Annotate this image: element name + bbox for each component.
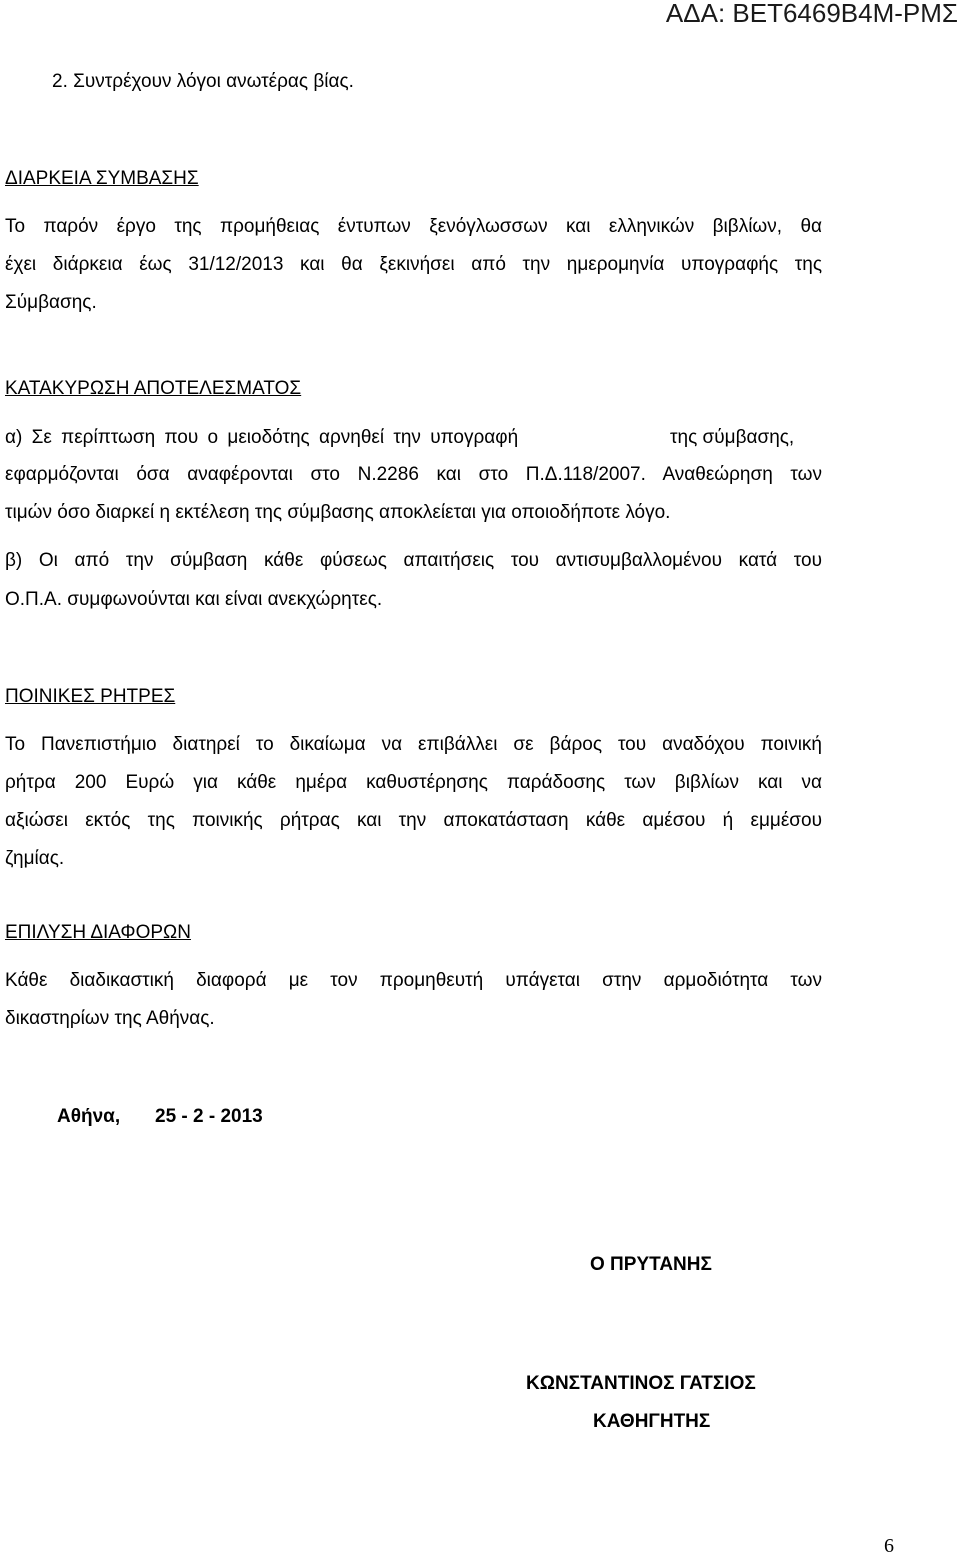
signatory-title: ΚΑΘΗΓΗΤΗΣ <box>593 1411 711 1432</box>
signature-date: 25 - 2 - 2013 <box>155 1106 263 1127</box>
award-line-a-left: α) Σε περίπτωση που ο μειοδότης αρνηθεί την υπογραφή <box>5 427 519 448</box>
award-line-2: εφαρμόζονται όσα αναφέρονται στο Ν.2286 και στο Π.Δ.118/2007. Αναθεώρηση των <box>5 464 822 485</box>
duration-line-2: έχει διάρκεια έως 31/12/2013 και θα ξεκινήσει από την ημερομηνία υπογραφής της <box>5 254 822 275</box>
penalties-heading: ΠΟΙΝΙΚΕΣ ΡΗΤΡΕΣ <box>5 686 176 707</box>
signature-place: Αθήνα, <box>57 1106 121 1127</box>
award-line-b-2: Ο.Π.Α. συμφωνούνται και είναι ανεκχώρητες. <box>5 589 383 610</box>
duration-line-1: Το παρόν έργο της προμήθειας έντυπων ξενόγλωσσων και ελληνικών βιβλίων, θα <box>5 216 822 237</box>
disputes-line-1: Κάθε διαδικαστική διαφορά με τον προμηθευτή υπάγεται στην αρμοδιότητα των <box>5 970 822 991</box>
penalties-line-2: ρήτρα 200 Ευρώ για κάθε ημέρα καθυστέρησης παράδοσης των βιβλίων και να <box>5 772 822 793</box>
duration-line-3: Σύμβασης. <box>5 292 97 313</box>
penalties-line-3: αξιώσει εκτός της ποινικής ρήτρας και την αποκατάσταση κάθε αμέσου ή εμμέσου <box>5 810 822 831</box>
duration-heading: ΔΙΑΡΚΕΙΑ ΣΥΜΒΑΣΗΣ <box>5 168 199 189</box>
award-line-a-right: της σύμβασης, <box>670 427 795 448</box>
signature-role: Ο ΠΡΥΤΑΝΗΣ <box>590 1254 712 1275</box>
award-line-b: β) Οι από την σύμβαση κάθε φύσεως απαιτήσεις του αντισυμβαλλομένου κατά του <box>5 550 822 571</box>
award-line-3: τιμών όσο διαρκεί η εκτέλεση της σύμβασης αποκλείεται για οποιοδήποτε λόγο. <box>5 502 671 523</box>
disputes-line-2: δικαστηρίων της Αθήνας. <box>5 1008 215 1029</box>
signatory-name: ΚΩΝΣΤΑΝΤΙΝΟΣ ΓΑΤΣΙΟΣ <box>526 1373 756 1394</box>
penalties-line-1: Το Πανεπιστήμιο διατηρεί το δικαίωμα να επιβάλλει σε βάρος του αναδόχου ποινική <box>5 734 822 755</box>
list-item-2: 2. Συντρέχουν λόγοι ανωτέρας βίας. <box>52 71 354 92</box>
penalties-line-4: ζημίας. <box>5 848 65 869</box>
ada-code: ΑΔΑ: ΒΕΤ6469Β4Μ-ΡΜΣ <box>665 0 958 28</box>
page-number: 6 <box>884 1535 894 1557</box>
award-heading: ΚΑΤΑΚΥΡΩΣΗ ΑΠΟΤΕΛΕΣΜΑΤΟΣ <box>5 378 302 399</box>
disputes-heading: ΕΠΙΛΥΣΗ ΔΙΑΦΟΡΩΝ <box>5 922 191 943</box>
